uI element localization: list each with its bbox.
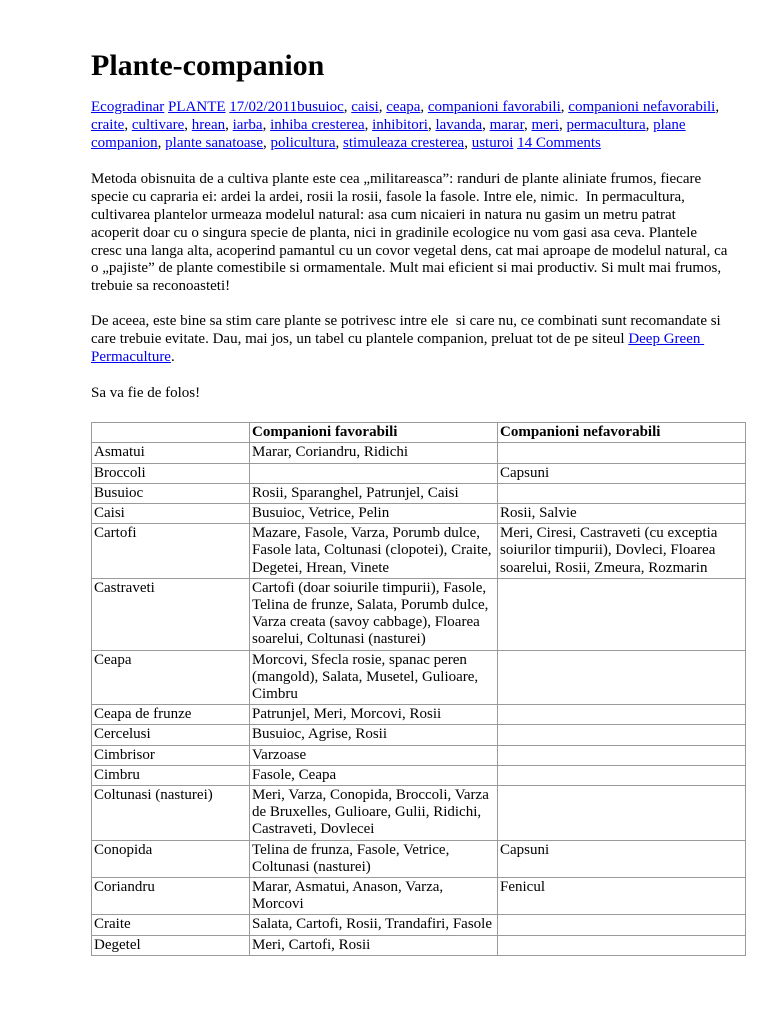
table-cell-unfavorable [498, 915, 746, 935]
author-link[interactable]: Ecogradinar [91, 99, 165, 115]
table-row [92, 483, 746, 503]
tag-link[interactable]: caisi [351, 99, 379, 115]
tag-link[interactable]: meri [531, 116, 559, 133]
table-cell-unfavorable [498, 443, 746, 463]
table-cell-plant: Cartofi [92, 524, 250, 579]
tag-link[interactable]: inhiba cresterea [270, 116, 365, 133]
table-row [92, 443, 746, 463]
tag-separator: , [335, 134, 344, 151]
table-cell-favorable: Cartofi (doar soiurile timpurii), Fasole, Telina de frunze, Salata, Porumb dulce, Varza creata (savoy cabbage), Floarea soarelui, Coltunasi (nasturei) [250, 578, 498, 650]
table-row [92, 524, 746, 579]
table-cell-favorable: Busuioc, Vetrice, Pelin [250, 503, 498, 523]
table-cell-unfavorable: Capsuni [498, 840, 746, 877]
table-cell-plant: Conopida [92, 840, 250, 877]
table-cell-plant: Cercelusi [92, 725, 250, 745]
closing-line: Sa va fie de folos! [91, 385, 201, 402]
tag-link[interactable]: companioni favorabili [427, 99, 561, 115]
table-cell-plant: Coltunasi (nasturei) [92, 786, 250, 841]
tag-separator: , [378, 99, 387, 115]
table-cell-unfavorable [498, 745, 746, 765]
table-cell-favorable: Fasole, Ceapa [250, 765, 498, 785]
intro-line: specie cu capraria ei: ardei la ardei, rosii la rosii, fasole la fasole. Intre ele, nimic. In permacultura, [91, 189, 685, 206]
table-cell-plant: Craite [92, 915, 250, 935]
table-cell-unfavorable: Meri, Ciresi, Castraveti (cu exceptia soiurilor timpurii), Dovleci, Floarea soarelui, Rosii, Zmeura, Rozmarin [498, 524, 746, 579]
table-cell-plant: Busuioc [92, 483, 250, 503]
tag-separator: , [263, 134, 271, 151]
tag-link[interactable]: companioni nefavorabili [568, 99, 716, 115]
table-header-row [92, 423, 746, 443]
table-row [92, 745, 746, 765]
tag-separator: , [184, 116, 192, 133]
table-row [92, 765, 746, 785]
source-paragraph-end: . [170, 348, 175, 365]
tag-separator: , [523, 116, 532, 133]
table-cell-favorable: Varzoase [250, 745, 498, 765]
table-cell-plant: Coriandru [92, 878, 250, 915]
intro-line: trebuie sa reconoasteti! [91, 278, 231, 295]
table-cell-unfavorable [498, 765, 746, 785]
source-paragraph [91, 313, 745, 366]
table-cell-favorable: Meri, Cartofi, Rosii [250, 935, 498, 955]
table-cell-plant: Cimbru [92, 765, 250, 785]
tag-link[interactable]: policultura [270, 134, 336, 151]
tag-link[interactable]: cultivare [131, 116, 185, 133]
table-cell-unfavorable [498, 705, 746, 725]
table-cell-favorable: Mazare, Fasole, Varza, Porumb dulce, Fasole lata, Coltunasi (clopotei), Craite, Degetei, Hrean, Vinete [250, 524, 498, 579]
intro-line: acoperit doar cu o singura specie de planta, nici in gradinile ecologice nu vom gasi asa ceva. Plantele [91, 224, 698, 241]
table-cell-plant: Degetel [92, 935, 250, 955]
table-row [92, 786, 746, 841]
tag-link[interactable]: marar [489, 116, 524, 133]
table-row [92, 915, 746, 935]
tag-separator: , [262, 116, 271, 133]
table-header-favorable: Companioni favorabili [250, 423, 498, 443]
table-cell-unfavorable [498, 483, 746, 503]
source-paragraph-text: De aceea, este bine sa stim care plante se potrivesc intre ele si care nu, ce combinati sunt recomandate si care trebuie evitate. Dau, mai jos, un tabel cu plantele companion, preluat tot de pe siteul [91, 312, 725, 347]
table-row [92, 578, 746, 650]
companion-plants-table [91, 422, 746, 956]
table-row [92, 725, 746, 745]
intro-line: o „pajiste” de plante comestibile si ormamentale. Mult mai eficient si mai productiv. Si mult mai frumos, [91, 260, 722, 277]
tag-separator: , [225, 116, 233, 133]
intro-paragraph [91, 171, 745, 296]
tag-separator: , [560, 99, 569, 115]
table-body [92, 443, 746, 955]
date-link[interactable]: 17/02/2011 [229, 99, 298, 115]
tag-separator: , [715, 99, 720, 115]
tag-link[interactable]: stimuleaza cresterea [343, 134, 465, 151]
table-cell-plant: Ceapa de frunze [92, 705, 250, 725]
table-cell-favorable: Patrunjel, Meri, Morcovi, Rosii [250, 705, 498, 725]
tag-link[interactable]: ceapa [386, 99, 421, 115]
table-cell-unfavorable: Rosii, Salvie [498, 503, 746, 523]
table-cell-unfavorable [498, 786, 746, 841]
table-row [92, 463, 746, 483]
table-row [92, 503, 746, 523]
table-header-plant [92, 423, 250, 443]
deep-green-permaculture-link[interactable]: Deep Green Permaculture [91, 330, 705, 365]
table-cell-unfavorable [498, 650, 746, 705]
article [91, 0, 745, 956]
table-cell-plant: Castraveti [92, 578, 250, 650]
table-row [92, 935, 746, 955]
table-cell-favorable: Marar, Coriandru, Ridichi [250, 443, 498, 463]
table-cell-plant: Broccoli [92, 463, 250, 483]
tag-separator: , [464, 134, 472, 151]
intro-line: cultivarea plantelor urmeaza modelul natural: asa cum nicaieri in natura nu gasim un metru patrat [91, 206, 676, 223]
intro-line: Metoda obisnuita de a cultiva plante este cea „militareasca”: randuri de plante aliniate frumos, fiecare [91, 171, 702, 188]
table-cell-unfavorable: Capsuni [498, 463, 746, 483]
table-header-unfavorable: Companioni nefavorabili [498, 423, 746, 443]
table-row [92, 878, 746, 915]
table-row [92, 840, 746, 877]
tag-link[interactable]: plane companion [91, 116, 686, 151]
table-row [92, 650, 746, 705]
table-cell-favorable: Meri, Varza, Conopida, Broccoli, Varza de Bruxelles, Gulioare, Gulii, Ridichi, Castraveti, Dovlecei [250, 786, 498, 841]
table-cell-favorable [250, 463, 498, 483]
table-cell-favorable: Salata, Cartofi, Rosii, Trandafiri, Fasole [250, 915, 498, 935]
tag-separator: , [558, 116, 567, 133]
comments-link[interactable]: 14 Comments [517, 134, 601, 151]
intro-line: cresc una langa alta, acoperind pamantul cu un covor vegetal dens, cat mai aproape de modelul natural, ca [91, 242, 728, 259]
table-cell-plant: Cimbrisor [92, 745, 250, 765]
table-cell-favorable: Morcovi, Sfecla rosie, spanac peren (mangold), Salata, Musetel, Gulioare, Cimbru [250, 650, 498, 705]
post-meta [91, 99, 745, 152]
tag-separator: , [645, 116, 654, 133]
tag-separator: , [420, 99, 428, 115]
tag-link[interactable]: lavanda [435, 116, 483, 133]
tag-link[interactable]: inhibitori [372, 116, 428, 133]
page-title: Plante-companion [91, 49, 325, 82]
tag-separator: , [157, 134, 166, 151]
table-cell-unfavorable: Fenicul [498, 878, 746, 915]
tag-separator: , [482, 116, 490, 133]
table-cell-favorable: Rosii, Sparanghel, Patrunjel, Caisi [250, 483, 498, 503]
table-cell-unfavorable [498, 578, 746, 650]
table-cell-favorable: Telina de frunza, Fasole, Vetrice, Coltunasi (nasturei) [250, 840, 498, 877]
tag-link[interactable]: plante sanatoase [165, 134, 264, 151]
tag-link[interactable]: iarba [232, 116, 263, 133]
tag-link[interactable]: craite [91, 116, 125, 133]
tag-link[interactable]: hrean [191, 116, 226, 133]
table-cell-unfavorable [498, 935, 746, 955]
tag-link[interactable]: busuioc [297, 99, 344, 115]
table-cell-unfavorable [498, 725, 746, 745]
tag-separator: , [427, 116, 436, 133]
table-cell-favorable: Marar, Asmatui, Anason, Varza, Morcovi [250, 878, 498, 915]
tag-separator: , [364, 116, 373, 133]
category-link[interactable]: PLANTE [168, 99, 226, 115]
tag-link[interactable]: usturoi [471, 134, 514, 151]
tag-separator: , [124, 116, 132, 133]
table-row [92, 705, 746, 725]
tag-separator: , [343, 99, 352, 115]
table-cell-plant: Asmatui [92, 443, 250, 463]
table-cell-favorable: Busuioc, Agrise, Rosii [250, 725, 498, 745]
tag-link[interactable]: permacultura [566, 116, 646, 133]
table-cell-plant: Caisi [92, 503, 250, 523]
table-cell-plant: Ceapa [92, 650, 250, 705]
